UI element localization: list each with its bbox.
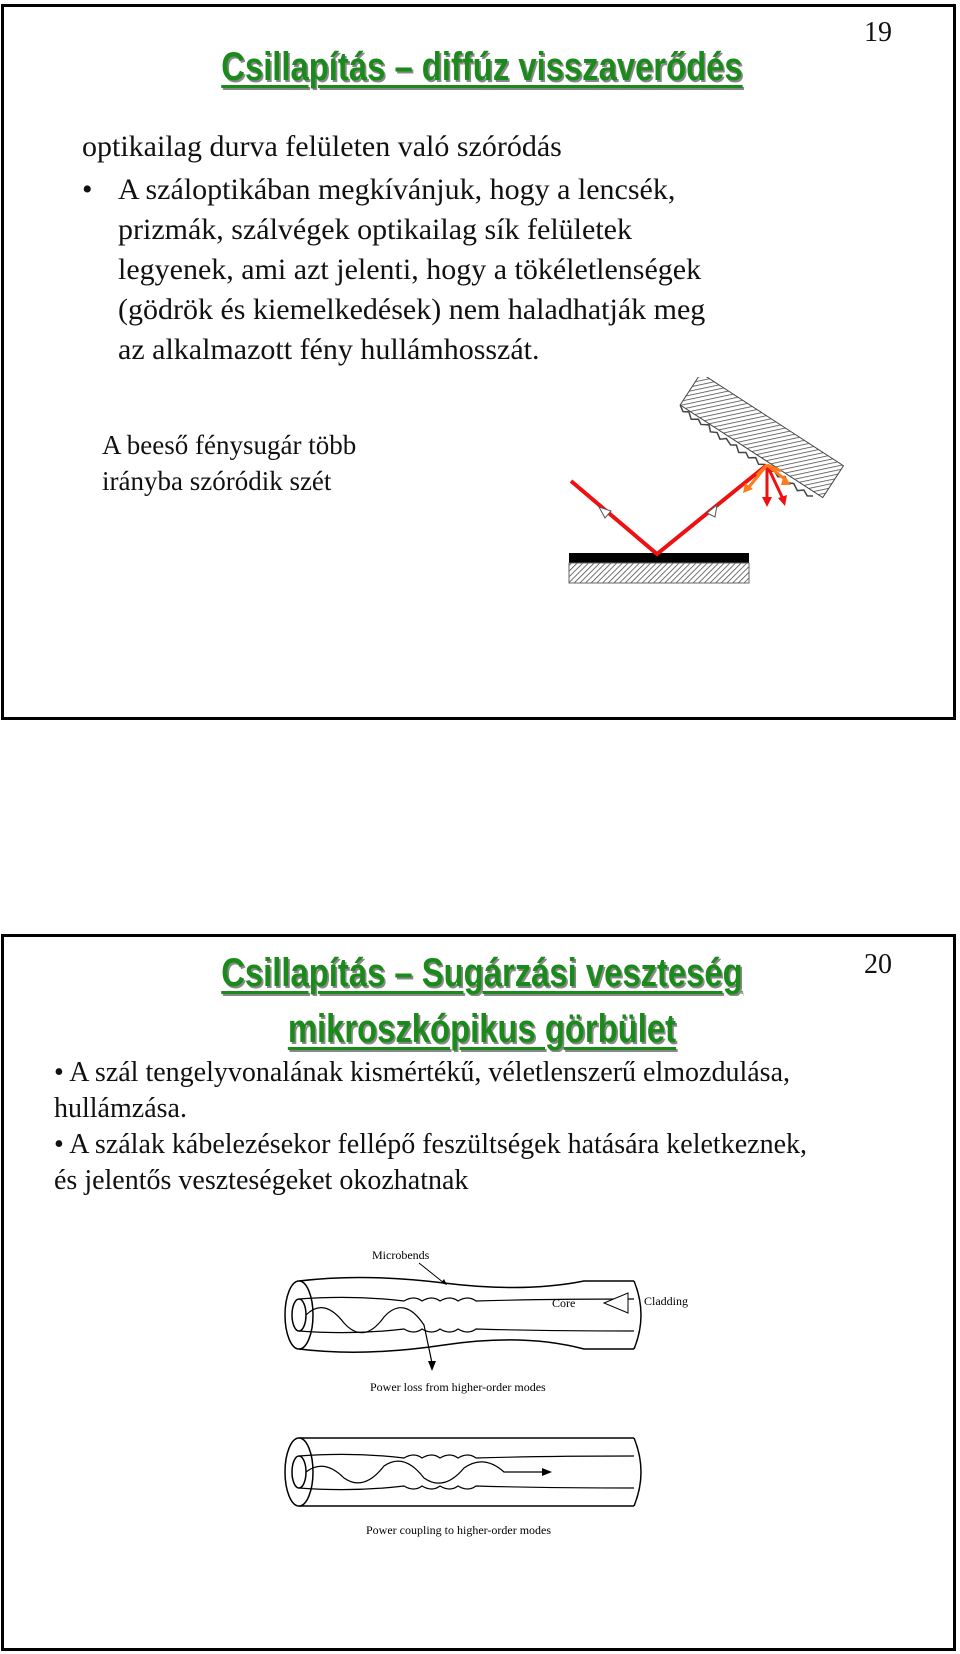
microbend-loss-diagram (244, 1245, 724, 1395)
slide-title-line-1: Csillapítás – Sugárzási veszteség (221, 951, 743, 995)
bullet-text: A száloptikában megkívánjuk, hogy a lencsék, prizmák, szálvégek optikailag sík felületek legyenek, ami azt jelenti, hogy a tökéletlenségek (gödrök és kiemelkedések) nem haladhatják meg az alkalmazott fény hullámhosszát. (118, 173, 706, 366)
page-number: 20 (864, 949, 892, 980)
intro-text: optikailag durva felületen való szóródás (82, 130, 562, 163)
microbend-coupling-diagram (244, 1422, 724, 1542)
figure-caption: A beeső fénysugár több irányba szóródik szét (102, 430, 357, 496)
bullet-item: • A szál tengelyvonalának kismértékű, véletlenszerű elmozdulása, hullámzása. (54, 1057, 790, 1124)
bullet-item (82, 170, 705, 370)
bullet-item: • A szálak kábelezésekor fellépő feszültségek hatására keletkeznek, és jelentős veszteségeket okozhatnak (54, 1129, 807, 1196)
slide-20 (1, 934, 956, 1651)
slide-title-line-2: mikroszkópikus görbület (287, 1007, 677, 1051)
caption-power-loss: Power loss from higher-order modes (370, 1380, 546, 1394)
label-core: Core (552, 1296, 576, 1310)
label-cladding: Cladding (644, 1294, 688, 1308)
page-number: 19 (864, 17, 892, 48)
slide-title: Csillapítás – diffúz visszaverődés (221, 45, 743, 89)
label-microbends: Microbends (372, 1248, 430, 1262)
surface-substrate (569, 563, 749, 583)
light-ray (571, 465, 767, 554)
diffuse-reflection-diagram (559, 377, 859, 592)
rough-surface (676, 377, 844, 504)
caption-power-coupling: Power coupling to higher-order modes (366, 1523, 552, 1537)
bullet-dot: • (82, 173, 93, 206)
slide-19 (1, 4, 956, 720)
